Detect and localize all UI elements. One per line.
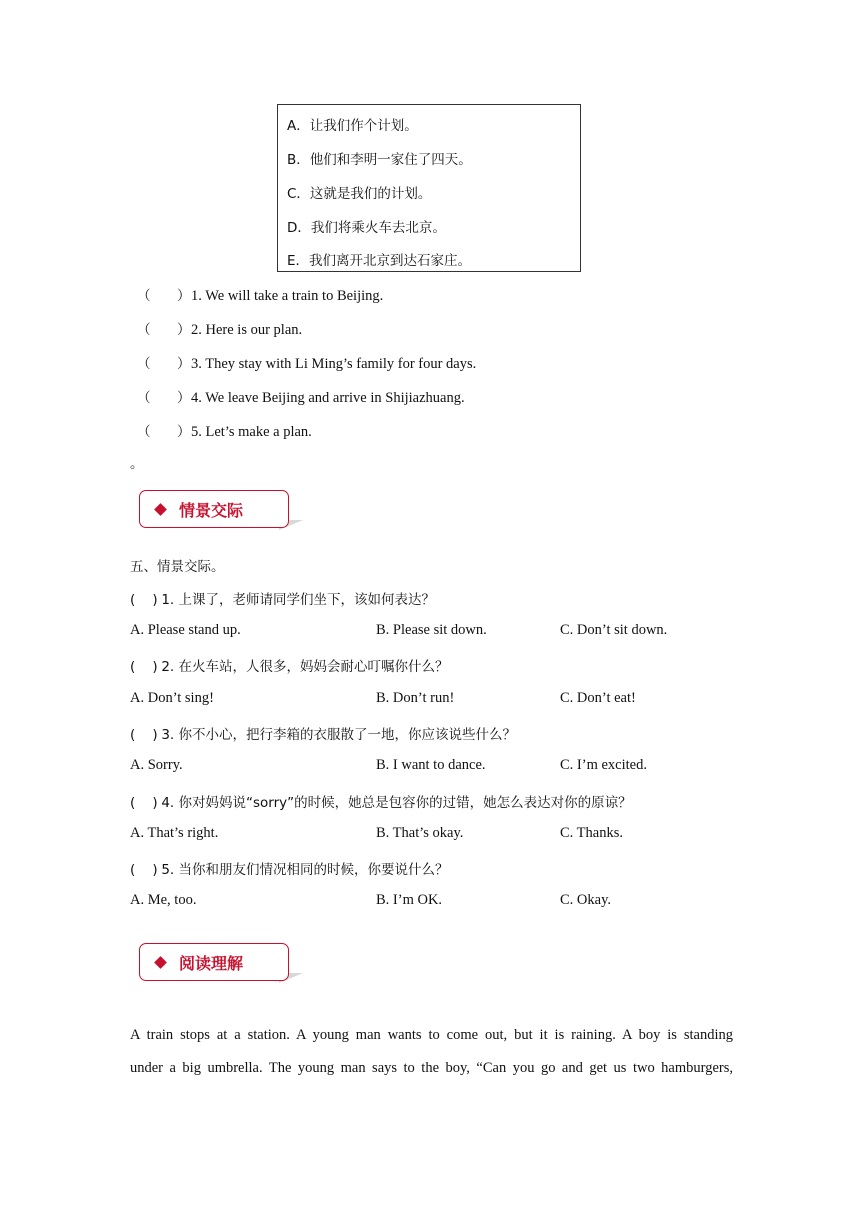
choice-c[interactable]: C. Okay.: [560, 892, 612, 908]
matching-item-4: [137, 386, 465, 407]
choice-b[interactable]: B. Don’t run!: [376, 690, 455, 706]
stray-mark: 。: [130, 456, 144, 472]
banner-title: 阅读理解: [179, 954, 244, 973]
option-e: E．我们离开北京到达石家庄。: [287, 253, 472, 269]
matching-text: 4. We leave Beijing and arrive in Shijiazhuang.: [191, 390, 465, 406]
choice-c[interactable]: C. Thanks.: [560, 825, 623, 841]
question-text: 1. 上课了，老师请同学们坐下，该如何表达？: [161, 592, 435, 608]
banner-title: 情景交际: [179, 501, 244, 520]
choice-b[interactable]: B. I’m OK.: [376, 892, 443, 908]
matching-text: 5. Let’s make a plan.: [191, 424, 312, 440]
section-heading: 五、情景交际。: [130, 559, 225, 575]
question-text: 4. 你对妈妈说“sorry”的时候，她总是包容你的过错，她怎么表达对你的原谅？: [161, 795, 632, 811]
answer-blank[interactable]: （: [137, 288, 151, 304]
question-1: [130, 588, 435, 609]
question-5: [130, 858, 449, 879]
matching-item-1: [137, 284, 383, 305]
answer-blank[interactable]: ( ): [130, 862, 158, 878]
choice-a[interactable]: A. That’s right.: [130, 825, 219, 841]
choice-a[interactable]: A. Sorry.: [130, 757, 183, 773]
section-banner-situational: [139, 490, 304, 532]
answer-blank[interactable]: （: [137, 356, 151, 372]
question-3: [130, 723, 516, 744]
answer-blank-close: ）: [177, 390, 191, 406]
choice-a[interactable]: A. Me, too.: [130, 892, 197, 908]
question-4: [130, 791, 632, 812]
answer-blank[interactable]: ( ): [130, 659, 158, 675]
question-text: 5. 当你和朋友们情况相同的时候，你要说什么？: [161, 862, 449, 878]
answer-blank[interactable]: ( ): [130, 795, 158, 811]
choice-b[interactable]: B. That’s okay.: [376, 825, 464, 841]
matching-text: 2. Here is our plan.: [191, 322, 303, 338]
answer-blank[interactable]: ( ): [130, 592, 158, 608]
option-c: C．这就是我们的计划。: [287, 186, 432, 202]
answer-blank-close: ）: [177, 424, 191, 440]
matching-item-5: [137, 420, 312, 441]
option-a: A．让我们作个计划。: [287, 118, 418, 134]
answer-blank[interactable]: （: [137, 424, 151, 440]
choice-b[interactable]: B. I want to dance.: [376, 757, 486, 773]
matching-item-2: [137, 318, 302, 339]
question-text: 3. 你不小心，把行李箱的衣服散了一地，你应该说些什么？: [161, 727, 516, 743]
question-2: [130, 655, 449, 676]
option-d: D．我们将乘火车去北京。: [287, 220, 446, 236]
matching-item-3: [137, 352, 476, 373]
answer-blank[interactable]: （: [137, 322, 151, 338]
choice-a[interactable]: A. Don’t sing!: [130, 690, 214, 706]
answer-blank-close: ）: [177, 322, 191, 338]
choice-c[interactable]: C. Don’t sit down.: [560, 622, 668, 638]
passage-line: under a big umbrella. The young man says to the boy, “Can you go and get us two hamburgers,: [130, 1060, 733, 1076]
choice-b[interactable]: B. Please sit down.: [376, 622, 487, 638]
matching-text: 1. We will take a train to Beijing.: [191, 288, 384, 304]
reading-passage: [130, 1019, 733, 1085]
choice-a[interactable]: A. Please stand up.: [130, 622, 241, 638]
choice-c[interactable]: C. Don’t eat!: [560, 690, 636, 706]
answer-blank[interactable]: （: [137, 390, 151, 406]
matching-text: 3. They stay with Li Ming’s family for four days.: [191, 356, 477, 372]
choice-c[interactable]: C. I’m excited.: [560, 757, 647, 773]
options-box: [277, 104, 581, 272]
section-banner-reading: [139, 943, 304, 985]
question-text: 2. 在火车站，人很多，妈妈会耐心叮嘱你什么？: [161, 659, 449, 675]
answer-blank[interactable]: ( ): [130, 727, 158, 743]
answer-blank-close: ）: [177, 356, 191, 372]
passage-line: A train stops at a station. A young man wants to come out, but it is raining. A boy is standing: [130, 1027, 733, 1043]
option-b: B．他们和李明一家住了四天。: [287, 152, 472, 168]
answer-blank-close: ）: [177, 288, 191, 304]
